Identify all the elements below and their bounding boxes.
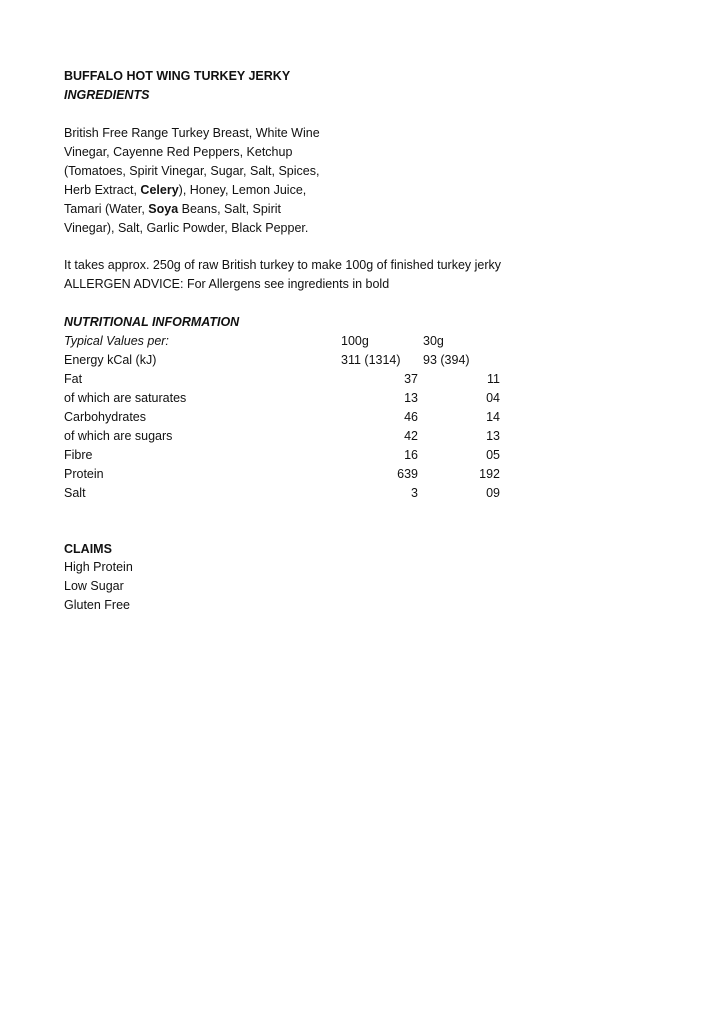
ingredients-line	[64, 181, 306, 200]
ingredient-text: Herb Extract,	[64, 183, 141, 197]
ingredients-line	[64, 162, 319, 181]
nutrient-row	[64, 408, 504, 427]
claim-item: High Protein	[64, 560, 133, 574]
nutrient-value-30g: 13	[486, 429, 500, 443]
nutrient-value-100g: 37	[404, 372, 418, 386]
nutrient-row	[64, 484, 504, 503]
nutrient-row	[64, 465, 504, 484]
allergen-text: Celery	[140, 183, 179, 197]
ingredient-text: British Free Range Turkey Breast, White Wine	[64, 126, 320, 140]
ingredients-line	[64, 143, 292, 162]
nutrient-row	[64, 370, 504, 389]
nutrient-value-100g: 639	[397, 467, 418, 481]
claim-item: Gluten Free	[64, 598, 131, 612]
ingredient-text: Vinegar), Salt, Garlic Powder, Black Pepper.	[64, 221, 309, 235]
turkey-note: It takes approx. 250g of raw British turkey to make 100g of finished turkey jerky	[64, 258, 502, 272]
energy-label: Energy kCal (kJ)	[64, 353, 157, 367]
allergen-text: Soya	[148, 202, 179, 216]
ingredients-line	[64, 200, 281, 219]
nutrient-row	[64, 389, 504, 408]
nutrient-value-30g: 11	[487, 372, 500, 386]
nutrient-value-100g: 42	[404, 429, 418, 443]
allergen-advice: ALLERGEN ADVICE: For Allergens see ingredients in bold	[64, 277, 390, 291]
nutrient-value-30g: 04	[486, 391, 500, 405]
column-100g-header: 100g	[341, 334, 369, 348]
nutrient-value-30g: 192	[479, 467, 500, 481]
energy-row	[64, 351, 504, 370]
nutrient-row	[64, 446, 504, 465]
nutrient-value-30g: 09	[486, 486, 500, 500]
ingredients-heading: INGREDIENTS	[64, 88, 150, 102]
column-30g-header: 30g	[423, 334, 444, 348]
nutrient-value-100g: 13	[404, 391, 418, 405]
nutrient-label: Fat	[64, 372, 83, 386]
nutrient-value-100g: 16	[404, 448, 418, 462]
product-title: BUFFALO HOT WING TURKEY JERKY	[64, 69, 291, 83]
ingredient-text: Beans, Salt, Spirit	[178, 202, 281, 216]
nutrient-label: of which are sugars	[64, 429, 173, 443]
claims-heading: CLAIMS	[64, 542, 112, 556]
ingredient-text: Tamari (Water,	[64, 202, 149, 216]
ingredients-line	[64, 219, 308, 238]
nutrient-label: Salt	[64, 486, 86, 500]
nutrient-value-100g: 3	[411, 486, 418, 500]
nutrient-value-100g: 46	[404, 410, 418, 424]
nutrient-label: Carbohydrates	[64, 410, 146, 424]
nutrition-heading: NUTRITIONAL INFORMATION	[64, 315, 240, 329]
nutrient-value-30g: 05	[486, 448, 500, 462]
energy-100g: 311 (1314)	[341, 353, 401, 367]
claim-item: Low Sugar	[64, 579, 124, 593]
typical-values-label: Typical Values per:	[64, 334, 169, 348]
nutrient-row	[64, 427, 504, 446]
nutrient-label: Protein	[64, 467, 104, 481]
ingredient-text: (Tomatoes, Spirit Vinegar, Sugar, Salt, Spices,	[64, 164, 320, 178]
nutrient-value-30g: 14	[486, 410, 500, 424]
nutrient-label: of which are saturates	[64, 391, 187, 405]
nutrient-label: Fibre	[64, 448, 93, 462]
ingredient-text: ), Honey, Lemon Juice,	[178, 183, 307, 197]
energy-30g: 93 (394)	[423, 353, 470, 367]
nutrition-header-row	[64, 332, 504, 351]
ingredient-text: Vinegar, Cayenne Red Peppers, Ketchup	[64, 145, 293, 159]
ingredients-line	[64, 124, 320, 143]
